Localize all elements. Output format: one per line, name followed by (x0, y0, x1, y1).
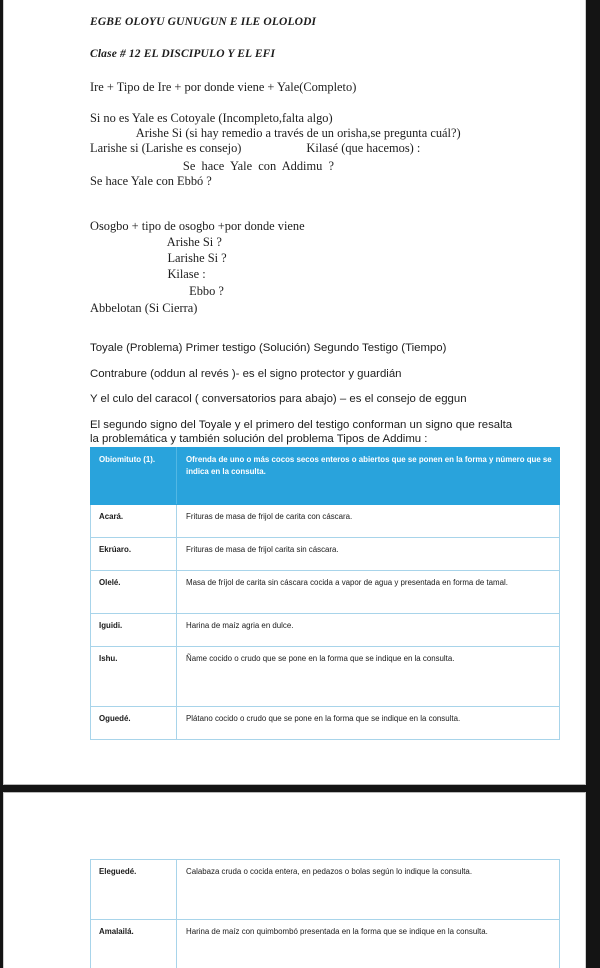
table-cell-name: Ishu. (91, 647, 177, 707)
paragraph-segundo-signo-line-2: la problemática y también solución del problema Tipos de Addimu : (90, 433, 428, 446)
table-row (91, 505, 560, 538)
table-cell-name: Amalailá. (91, 920, 177, 968)
serif-line-7: Osogbo + tipo de osogbo +por donde viene (90, 219, 305, 233)
document-heading-2: Clase # 12 EL DISCIPULO Y EL EFI (90, 48, 276, 60)
table-cell-description: Harina de maíz agria en dulce. (177, 614, 560, 647)
table-cell-name: Oguedé. (91, 707, 177, 740)
serif-line-6: Se hace Yale con Ebbó ? (90, 174, 212, 188)
table-cell-name: Iguidi. (91, 614, 177, 647)
document-page-1 (3, 0, 586, 785)
table-header-row (91, 448, 560, 505)
table-row (91, 538, 560, 571)
table-row (91, 614, 560, 647)
serif-line-11: Ebbo ? (90, 284, 224, 298)
serif-line-4: Larishe si (Larishe es consejo) Kilasé (que hacemos) : (90, 141, 421, 155)
serif-line-10: Kilase : (90, 267, 206, 281)
table-row (91, 647, 560, 707)
table-cell-description: Ñame cocido o crudo que se pone en la forma que se indique en la consulta. (177, 647, 560, 707)
paragraph-segundo-signo-line-1: El segundo signo del Toyale y el primero del testigo conforman un signo que resalta (90, 418, 513, 431)
serif-line-8: Arishe Si ? (90, 235, 222, 249)
document-page-2 (3, 792, 586, 968)
table-header-cell-description: Ofrenda de uno o más cocos secos enteros o abiertos que se ponen en la forma y número que se indica en la consulta. (177, 448, 560, 505)
paragraph-contrabure: Contrabure (oddun al revés )- es el signo protector y guardián (90, 367, 402, 380)
table-row (91, 707, 560, 740)
paragraph-toyale: Toyale (Problema) Primer testigo (Solución) Segundo Testigo (Tiempo) (90, 342, 447, 354)
table-cell-description: Masa de fríjol de carita sin cáscara cocida a vapor de agua y presentada en forma de tamal. (177, 571, 560, 614)
table-cell-description: Frituras de masa de frijol de carita con cáscara. (177, 505, 560, 538)
sans-paragraph-block (90, 341, 565, 447)
table-cell-name: Acará. (91, 505, 177, 538)
serif-line-12: Abbelotan (Si Cierra) (90, 301, 198, 315)
serif-line-3: Arishe Si (si hay remedio a través de un orisha,se pregunta cuál?) (90, 126, 461, 140)
table-row (91, 920, 560, 968)
table-cell-name: Ekrúaro. (91, 538, 177, 571)
serif-line-1: Ire + Tipo de Ire + por donde viene + Yale(Completo) (90, 80, 357, 94)
table-cell-description: Harina de maíz con quimbombó presentada en la forma que se indique en la consulta. (177, 920, 560, 968)
table-cell-description: Plátano cocido o crudo que se pone en la forma que se indique en la consulta. (177, 707, 560, 740)
table-row (91, 860, 560, 920)
table-cell-name: Olelé. (91, 571, 177, 614)
paragraph-culo-caracol: Y el culo del caracol ( conversatorios para abajo) – es el consejo de eggun (90, 393, 467, 406)
table-cell-description: Calabaza cruda o cocida entera, en pedazos o bolas según lo indique la consulta. (177, 860, 560, 920)
table-cell-name: Eleguedé. (91, 860, 177, 920)
serif-line-9: Larishe Si ? (90, 251, 227, 265)
addimu-table-page-2 (90, 859, 560, 968)
addimu-table-page-1 (90, 447, 560, 740)
serif-line-2: Si no es Yale es Cotoyale (Incompleto,falta algo) (90, 111, 333, 125)
table-cell-description: Frituras de masa de frijol carita sin cáscara. (177, 538, 560, 571)
table-row (91, 571, 560, 614)
page-separator (0, 785, 600, 792)
serif-line-5: Se hace Yale con Addimu ? (90, 159, 334, 173)
document-heading-1: EGBE OLOYU GUNUGUN E ILE OLOLODI (90, 16, 317, 28)
table-header-cell-name: Obiomituto (1). (91, 448, 177, 505)
